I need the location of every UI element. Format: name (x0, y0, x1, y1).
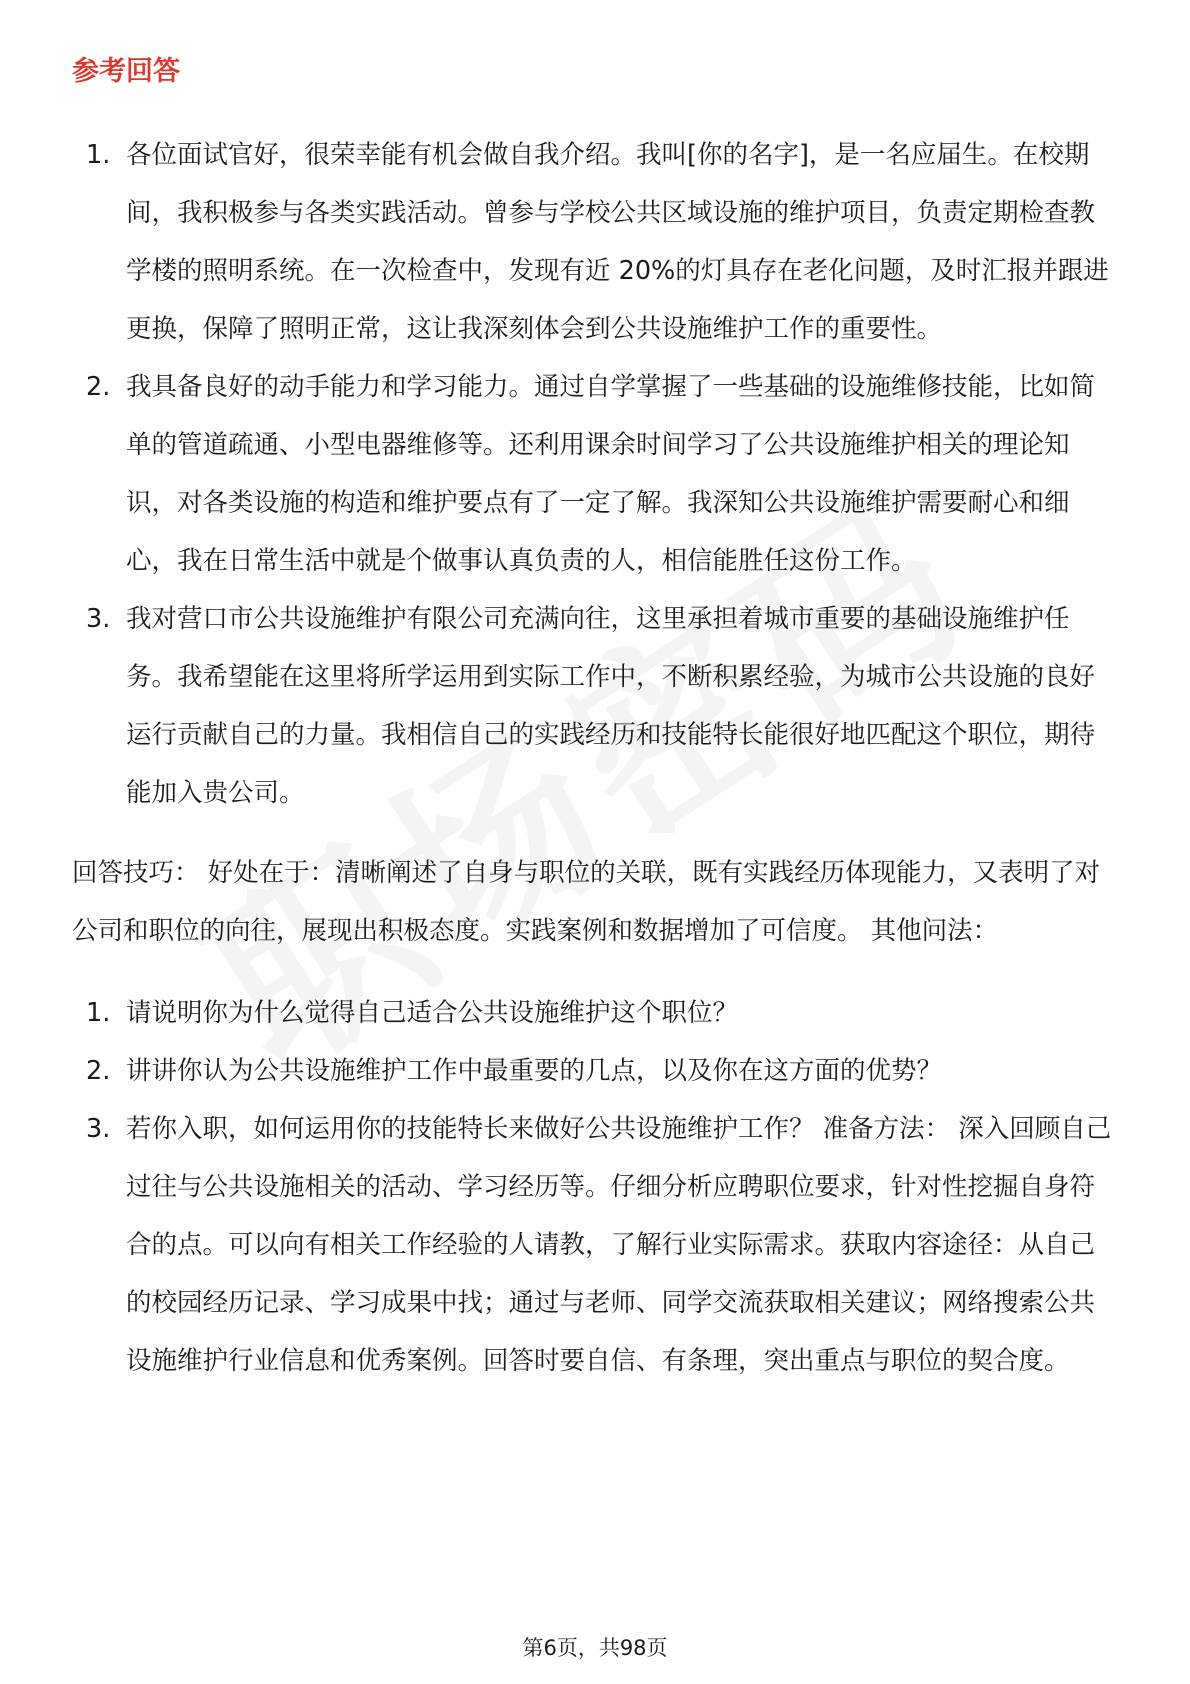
list-item (72, 358, 1118, 590)
answer-list (72, 126, 1118, 822)
list-item (72, 1100, 1118, 1390)
list-number: 1. (86, 998, 111, 1028)
list-number: 3. (86, 604, 111, 634)
list-item-text: 我具备良好的动手能力和学习能力。通过自学掌握了一些基础的设施维修技能，比如简单的管道疏通、小型电器维修等。还利用课余时间学习了公共设施维护相关的理论知识，对各类设施的构造和维护要点有了一定了解。我深知公共设施维护需要耐心和细心，我在日常生活中就是个做事认真负责的人，相信能胜任这份工作。 (126, 372, 1096, 576)
question-list (72, 984, 1118, 1390)
list-item-text: 各位面试官好，很荣幸能有机会做自我介绍。我叫[你的名字]，是一名应届生。在校期间，我积极参与各类实践活动。曾参与学校公共区域设施的维护项目，负责定期检查教学楼的照明系统。在一次检查中，发现有近 20%的灯具存在老化问题，及时汇报并跟进更换，保障了照明正常，这让我深刻体会到公共设施维护工作的重要性。 (126, 140, 1109, 344)
answer-tips: 回答技巧： 好处在于：清晰阐述了自身与职位的关联，既有实践经历体现能力，又表明了对公司和职位的向往，展现出积极态度。实践案例和数据增加了可信度。 其他问法： (72, 858, 1101, 946)
list-number: 1. (86, 140, 111, 170)
list-number: 2. (86, 1056, 111, 1086)
list-item (72, 590, 1118, 822)
list-item (72, 1042, 1118, 1100)
page-footer: 第6页，共98页 (522, 1636, 668, 1660)
list-number: 2. (86, 372, 111, 402)
list-item (72, 126, 1118, 358)
list-item-text: 若你入职，如何运用你的技能特长来做好公共设施维护工作？ 准备方法： 深入回顾自己过往与公共设施相关的活动、学习经历等。仔细分析应聘职位要求，针对性挖掘自身符合的点。可以向有相关工作经验的人请教，了解行业实际需求。获取内容途径：从自己的校园经历记录、学习成果中找；通过与老师、同学交流获取相关建议；网络搜索公共设施维护行业信息和优秀案例。回答时要自信、有条理，突出重点与职位的契合度。 (126, 1114, 1112, 1376)
list-number: 3. (86, 1114, 111, 1144)
list-item (72, 984, 1118, 1042)
section-title: 参考回答 (72, 56, 180, 87)
list-item-text: 请说明你为什么觉得自己适合公共设施维护这个职位？ (126, 998, 739, 1028)
list-item-text: 讲讲你认为公共设施维护工作中最重要的几点，以及你在这方面的优势？ (126, 1056, 943, 1086)
list-item-text: 我对营口市公共设施维护有限公司充满向往，这里承担着城市重要的基础设施维护任务。我希望能在这里将所学运用到实际工作中，不断积累经验，为城市公共设施的良好运行贡献自己的力量。我相信自己的实践经历和技能特长能很好地匹配这个职位，期待能加入贵公司。 (126, 604, 1096, 808)
